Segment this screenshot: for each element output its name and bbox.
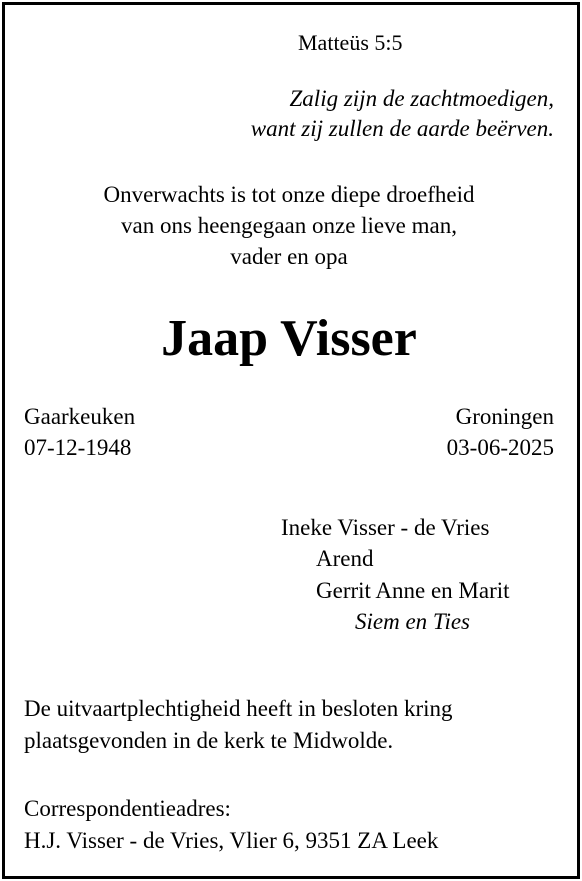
family-child-2: Gerrit Anne en Marit (316, 578, 510, 603)
bible-reference: Matteüs 5:5 (298, 30, 403, 55)
announcement-line-3: vader en opa (230, 244, 348, 269)
birth-date: 07-12-1948 (24, 435, 132, 460)
funeral-notice-line-1: De uitvaartplechtigheid heeft in besloten kring (24, 696, 453, 721)
funeral-notice-line-2: plaatsgevonden in de kerk te Midwolde. (24, 728, 394, 753)
family-child-1: Arend (316, 546, 374, 571)
deceased-name: Jaap Visser (161, 310, 417, 367)
announcement-line-2: van ons heengegaan onze lieve man, (121, 213, 457, 238)
death-place: Groningen (455, 404, 554, 429)
family-grandchildren: Siem en Ties (355, 609, 470, 634)
verse-line-2: want zij zullen de aarde beërven. (250, 116, 554, 141)
correspondence-address: H.J. Visser - de Vries, Vlier 6, 9351 ZA Leek (24, 828, 439, 853)
death-date: 03-06-2025 (446, 435, 554, 460)
announcement-line-1: Onverwachts is tot onze diepe droefheid (103, 182, 475, 207)
family-spouse: Ineke Visser - de Vries (281, 515, 490, 540)
birth-place: Gaarkeuken (24, 404, 136, 429)
correspondence-label: Correspondentieadres: (24, 796, 231, 821)
verse-line-1: Zalig zijn de zachtmoedigen, (289, 86, 554, 111)
